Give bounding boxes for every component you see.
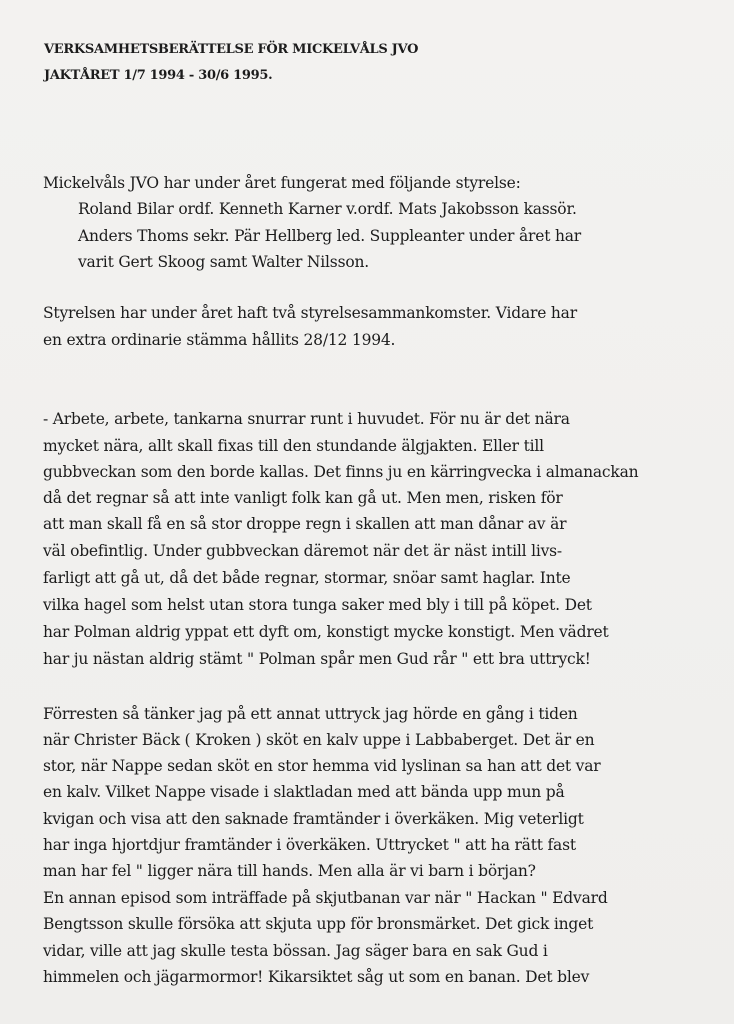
paragraph2-line: kvigan och visa att den saknade framtänder i överkäken. Mig veterligt [43, 810, 584, 828]
board-line: Roland Bilar ordf. Kenneth Karner v.ordf. Mats Jakobsson kassör. [78, 200, 577, 218]
board-line: Anders Thoms sekr. Pär Hellberg led. Suppleanter under året har [78, 227, 581, 245]
paragraph1-line: då det regnar så att inte vanligt folk kan gå ut. Men men, risken för [43, 489, 563, 507]
board-line: varit Gert Skoog samt Walter Nilsson. [78, 253, 369, 271]
paragraph2-line: stor, när Nappe sedan sköt en stor hemma vid lyslinan sa han att det var [43, 757, 601, 775]
paragraph1-line: farligt att gå ut, då det både regnar, stormar, snöar samt haglar. Inte [43, 569, 571, 587]
paragraph1-line: mycket nära, allt skall fixas till den stundande älgjakten. Eller till [43, 437, 544, 455]
paragraph2-line: man har fel " ligger nära till hands. Men alla är vi barn i början? [43, 862, 536, 880]
meetings-line: Styrelsen har under året haft två styrelsesammankomster. Vidare har [43, 304, 577, 322]
paragraph1-line: att man skall få en så stor droppe regn i skallen att man dånar av är [43, 515, 567, 533]
paragraph2-line: En annan episod som inträffade på skjutbanan var när " Hackan " Edvard [43, 889, 608, 907]
paragraph1-line: har Polman aldrig yppat ett dyft om, konstigt mycke konstigt. Men vädret [43, 623, 609, 641]
paragraph1-line: gubbveckan som den borde kallas. Det finns ju en kärringvecka i almanackan [43, 463, 639, 481]
meetings-line: en extra ordinarie stämma hållits 28/12 1994. [43, 331, 396, 349]
paragraph1-line: vilka hagel som helst utan stora tunga saker med bly i till på köpet. Det [43, 596, 592, 614]
paragraph2-line: vidar, ville att jag skulle testa bössan. Jag säger bara en sak Gud i [43, 942, 548, 960]
paragraph2-line: har inga hjortdjur framtänder i överkäken. Uttrycket " att ha rätt fast [43, 836, 576, 854]
report-period: JAKTÅRET 1/7 1994 - 30/6 1995. [44, 68, 273, 83]
paragraph2-line: Bengtsson skulle försöka att skjuta upp för bronsmärket. Det gick inget [43, 915, 594, 933]
board-intro: Mickelvåls JVO har under året fungerat med följande styrelse: [43, 174, 521, 192]
paragraph1-line: väl obefintlig. Under gubbveckan däremot när det är näst intill livs- [43, 542, 562, 560]
paragraph2-line: himmelen och jägarmormor! Kikarsiktet såg ut som en banan. Det blev [43, 968, 590, 986]
paragraph1-line: har ju nästan aldrig stämt " Polman spår men Gud rår " ett bra uttryck! [43, 650, 591, 668]
report-title: VERKSAMHETSBERÄTTELSE FÖR MICKELVÅLS JVO [44, 42, 419, 57]
paragraph1-line: - Arbete, arbete, tankarna snurrar runt i huvudet. För nu är det nära [43, 410, 570, 428]
paragraph2-line: Förresten så tänker jag på ett annat uttryck jag hörde en gång i tiden [43, 705, 578, 723]
paragraph2-line: en kalv. Vilket Nappe visade i slaktladan med att bända upp mun på [43, 783, 565, 801]
paragraph2-line: när Christer Bäck ( Kroken ) sköt en kalv uppe i Labbaberget. Det är en [43, 731, 595, 749]
